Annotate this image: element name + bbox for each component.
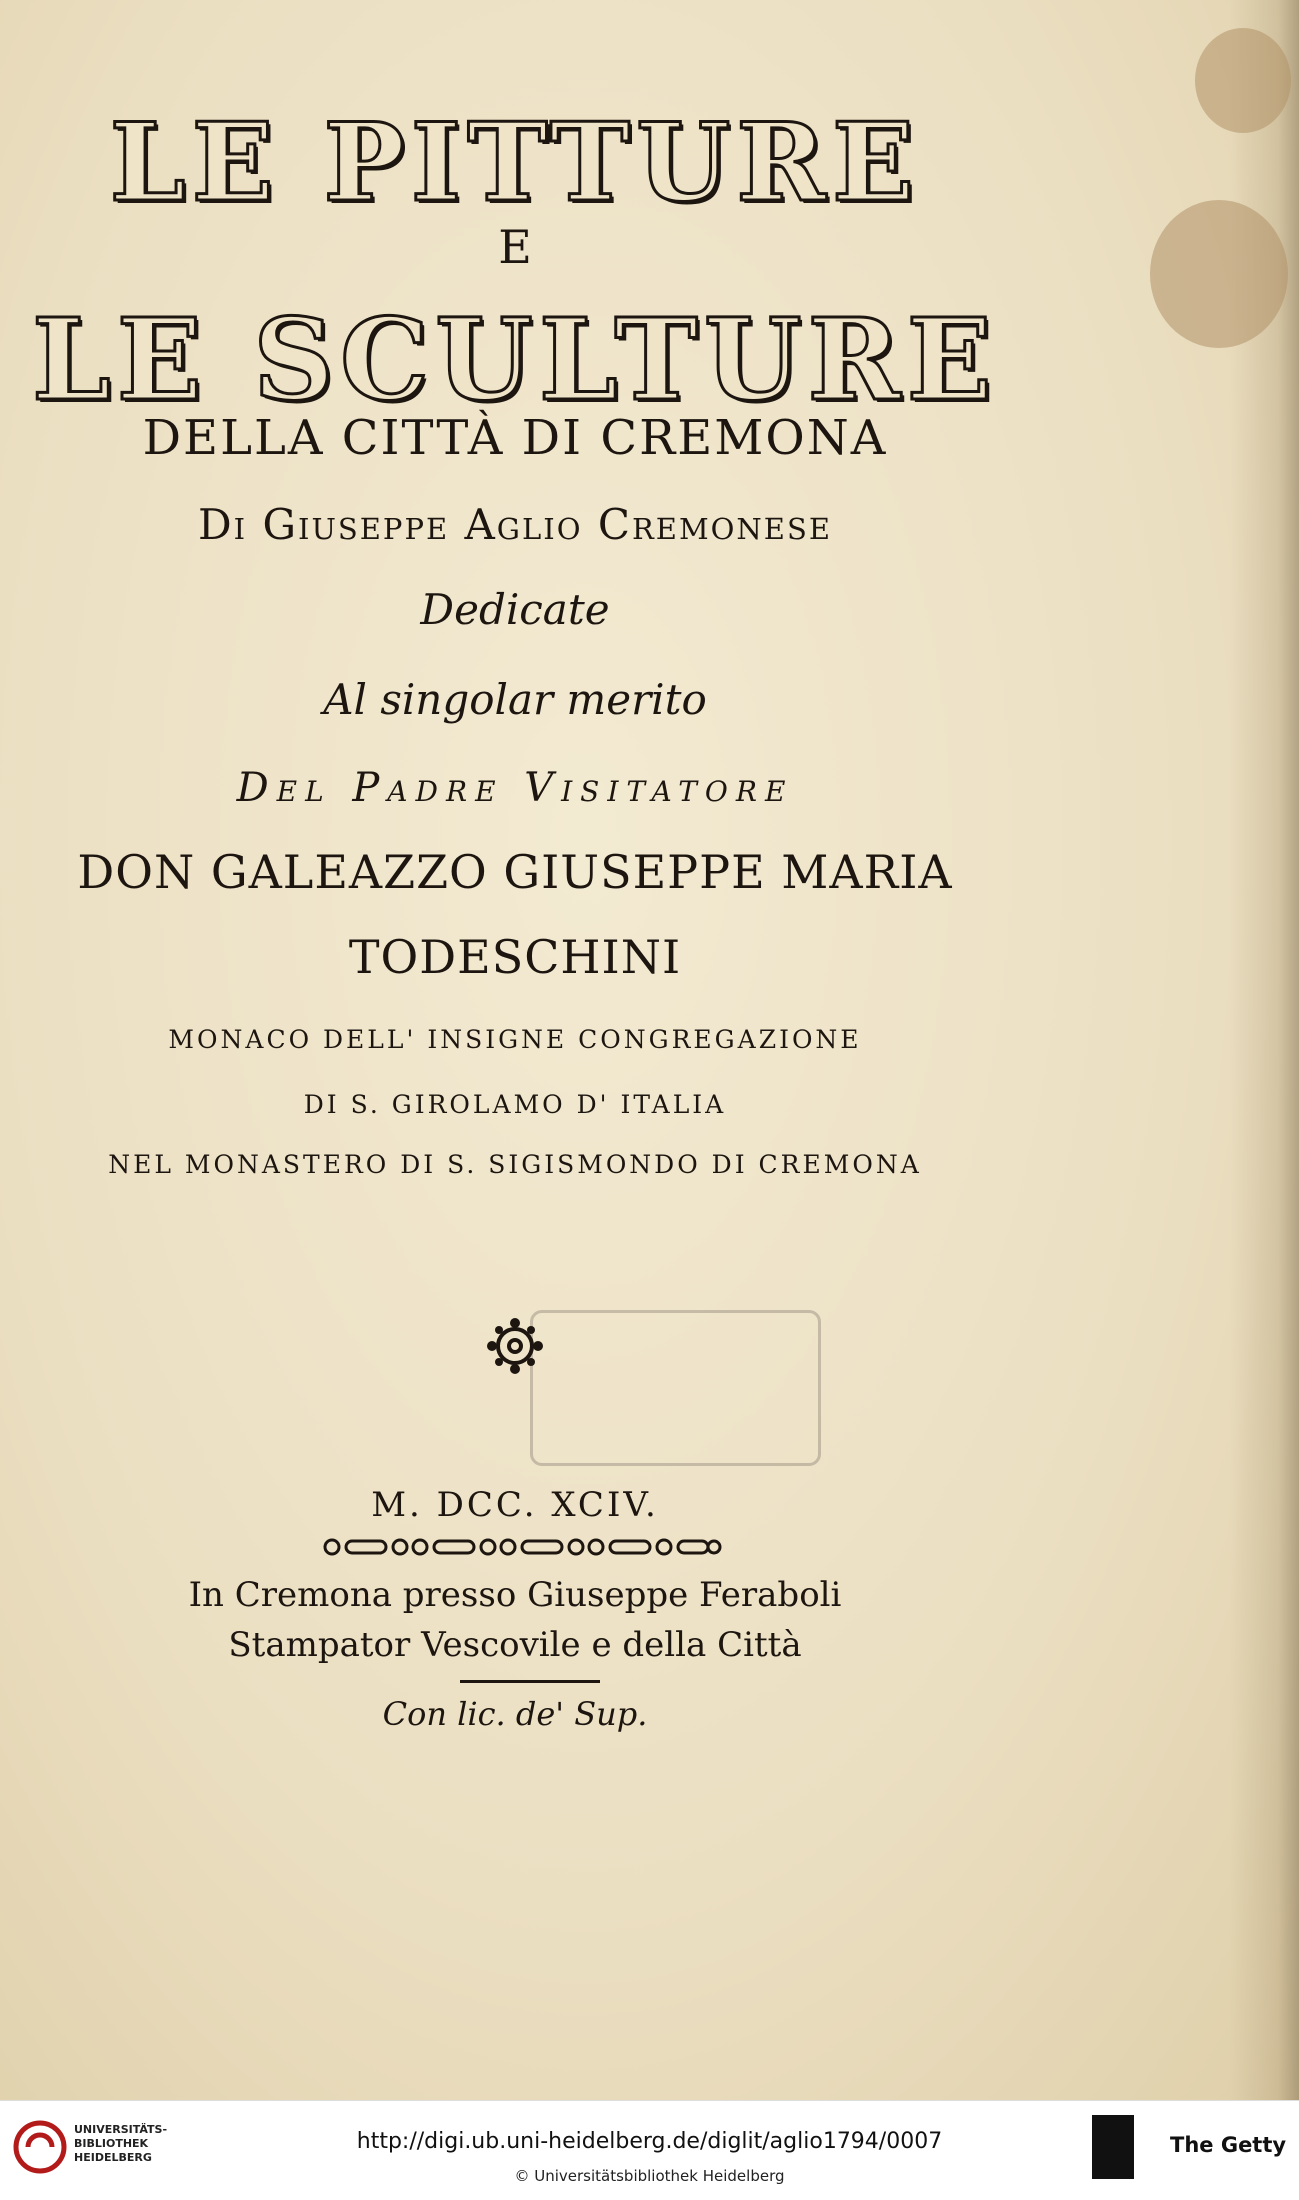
subtitle-city: DELLA CITTÀ DI CREMONA (142, 410, 888, 466)
library-logo-line: BIBLIOTHEK (74, 2137, 149, 2150)
library-logo-line: UNIVERSITÄTS- (74, 2123, 168, 2136)
dedication-padre: Del Padre Visitatore (236, 765, 794, 811)
monk-line-1: MONACO DELL' INSIGNE CONGREGAZIONE (168, 1025, 862, 1054)
imprint-rule (460, 1680, 600, 1683)
dedicatee-name-line-2: TODESCHINI (348, 930, 682, 984)
viewer-footer (0, 2100, 1299, 2200)
partner-name[interactable]: The Getty (1170, 2133, 1287, 2157)
printers-border-ornament-icon (322, 1535, 722, 1559)
title-line-1: LE PITTURE (109, 100, 921, 226)
author-line: Di Giuseppe Aglio Cremonese (197, 500, 833, 549)
dedication-merit: Al singolar merito (323, 675, 707, 724)
monk-line-2: DI S. GIROLAMO D' ITALIA (303, 1090, 727, 1119)
title-line-2: LE SCULTURE (32, 295, 998, 426)
bleed-through-stamp (530, 1310, 821, 1466)
dedicatee-name-line-1: DON GALEAZZO GIUSEPPE MARIA (77, 845, 953, 899)
dedication-heading: Dedicate (420, 585, 610, 634)
permalink-url[interactable]: http://digi.ub.uni-heidelberg.de/diglit/aglio1794/0007 (356, 2129, 943, 2154)
license-line: Con lic. de' Sup. (382, 1695, 648, 1733)
floral-ornament-icon (484, 1315, 546, 1377)
copyright-notice: © Universitätsbibliothek Heidelberg (514, 2167, 785, 2185)
imprint-line-2: Stampator Vescovile e della Città (228, 1625, 802, 1665)
imprint-line-1: In Cremona presso Giuseppe Feraboli (188, 1575, 842, 1615)
foxing-stain (1150, 200, 1288, 348)
monk-line-3: NEL MONASTERO DI S. SIGISMONDO DI CREMONA (108, 1150, 922, 1179)
publication-year: M. DCC. XCIV. (371, 1485, 659, 1525)
foxing-stain (1195, 28, 1291, 133)
library-logo-line: HEIDELBERG (74, 2151, 152, 2164)
title-conjunction: E (498, 220, 532, 274)
getty-logo-icon[interactable] (1092, 2115, 1134, 2179)
